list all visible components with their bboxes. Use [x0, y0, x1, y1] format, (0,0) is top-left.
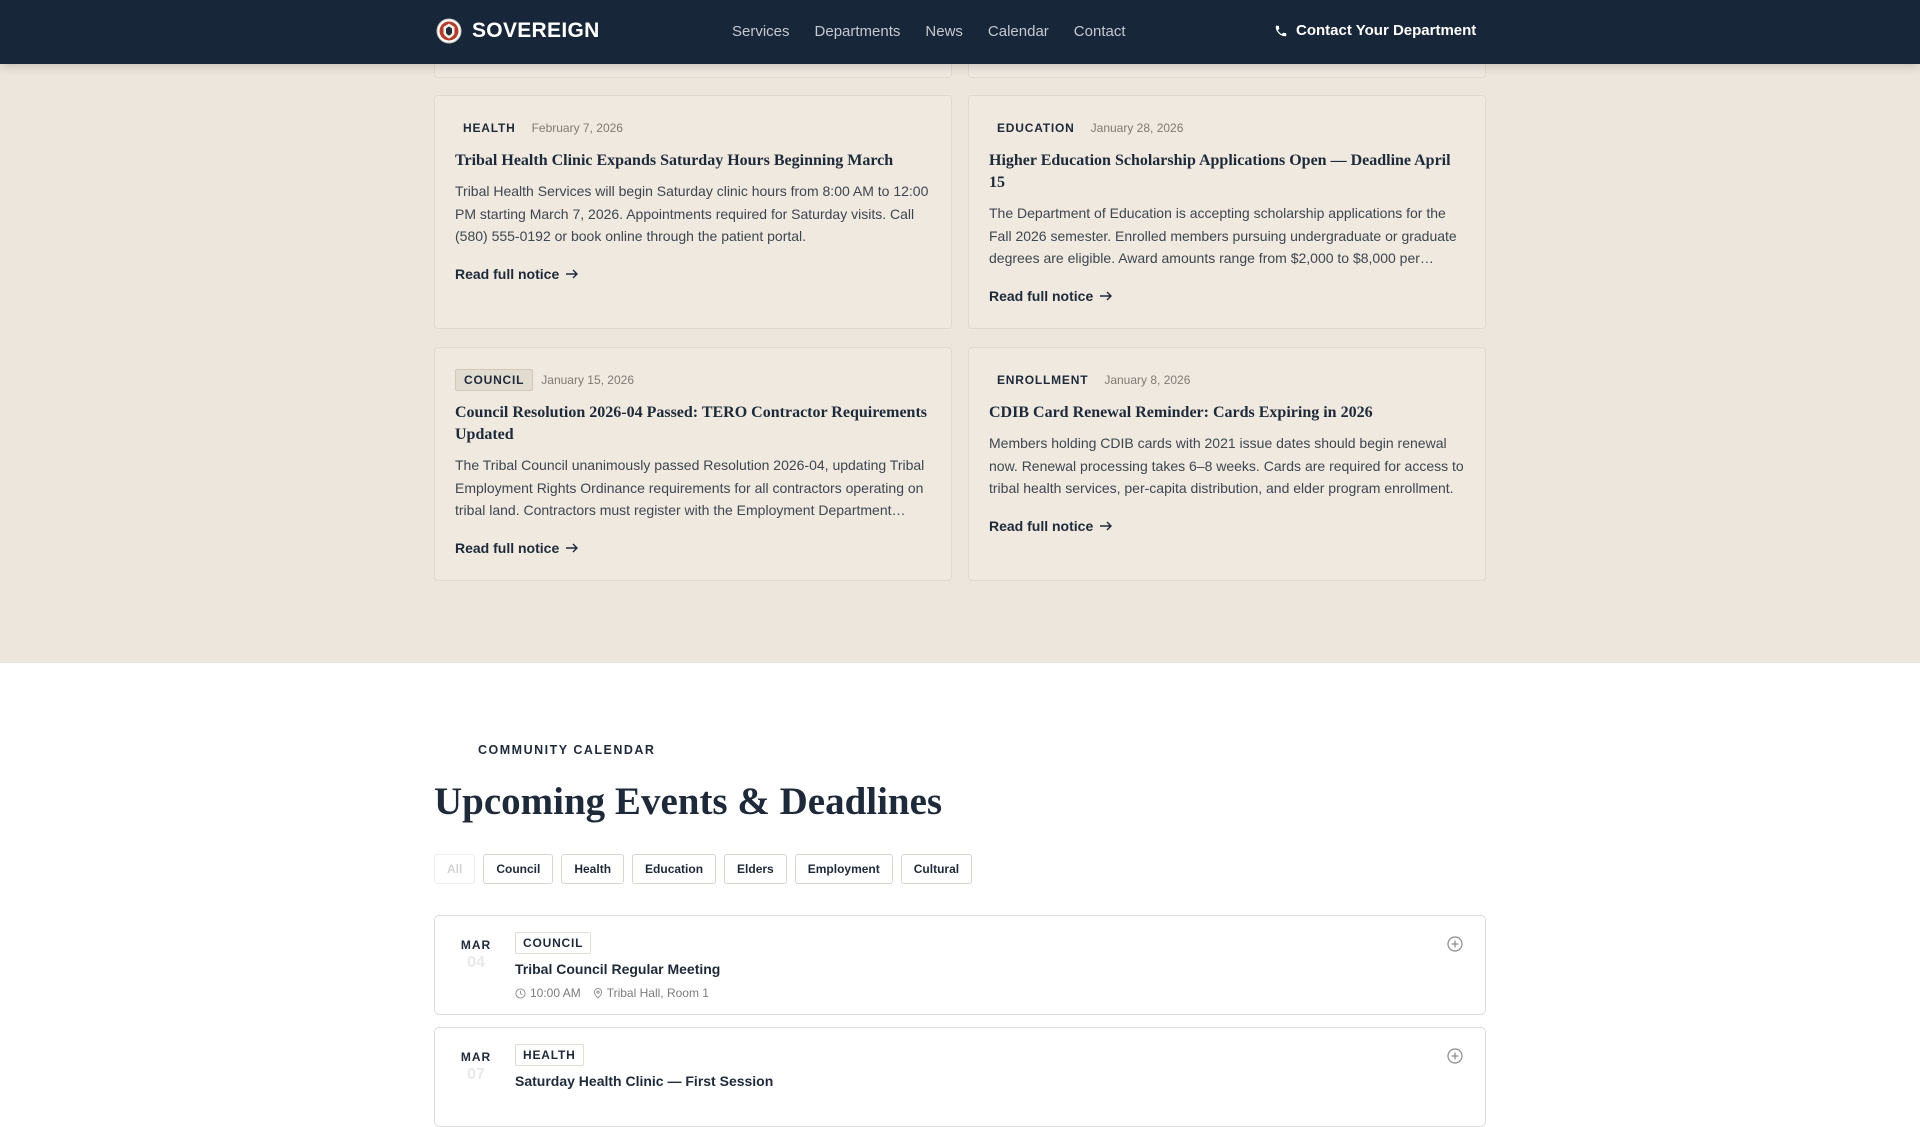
read-more-label: Read full notice [989, 517, 1094, 534]
read-more-label: Read full notice [455, 265, 560, 282]
filter-employment[interactable]: Employment [795, 854, 893, 884]
event-date [459, 938, 493, 972]
clock-icon [515, 988, 526, 999]
brand[interactable] [436, 18, 600, 44]
news-card [968, 347, 1486, 581]
nav-link-services[interactable]: Services [732, 23, 790, 40]
news-date: January 28, 2026 [1090, 121, 1184, 135]
news-category-tag: COUNCIL [455, 369, 533, 391]
brand-name: SOVEREIGN [472, 19, 600, 42]
arrow-right-icon [565, 268, 579, 280]
event-month: MAR [460, 1050, 492, 1064]
event-time: 10:00 AM [530, 986, 581, 1000]
filter-all[interactable]: All [434, 854, 475, 884]
filter-cultural[interactable]: Cultural [901, 854, 972, 884]
news-category-tag: ENROLLMENT [997, 373, 1089, 387]
news-excerpt: Tribal Health Services will begin Saturday clinic hours from 8:00 AM to 12:00 PM starting March 7, 2026. Appointments required for Saturday visits. Call (580) 555-0192 or book online through the patient portal. [455, 183, 929, 244]
calendar-filter-bar [434, 854, 972, 884]
news-category-tag: EDUCATION [997, 121, 1075, 135]
news-excerpt: The Department of Education is accepting scholarship applications for the Fall 2026 semester. Enrolled members pursuing undergraduate or graduate degrees are eligible. Award amounts range from $2,000 to $8,000 per… [989, 205, 1457, 266]
event-month: MAR [460, 938, 492, 952]
news-title[interactable]: Higher Education Scholarship Applications Open — Deadline April 15 [989, 152, 1451, 191]
phone-icon [1274, 24, 1288, 38]
read-full-notice-link[interactable] [455, 266, 579, 282]
event-date [459, 1050, 493, 1084]
nav-link-news[interactable]: News [925, 23, 963, 40]
news-excerpt: Members holding CDIB cards with 2021 issue dates should begin renewal now. Renewal processing takes 6–8 weeks. Cards are required for access to tribal health services, per-capita distribution, and elder program enrollment. [989, 435, 1464, 496]
add-to-calendar-icon[interactable] [1447, 1048, 1463, 1064]
news-excerpt: The Tribal Council unanimously passed Resolution 2026-04, updating Tribal Employment Rights Ordinance requirements for all contractors operating on tribal land. Contractors must register with the Employment Department… [455, 457, 925, 518]
news-date: January 8, 2026 [1104, 373, 1191, 387]
event-row[interactable] [434, 1027, 1486, 1127]
map-pin-icon [593, 988, 603, 999]
primary-nav [732, 23, 1126, 40]
event-location: Tribal Hall, Room 1 [606, 986, 709, 1000]
event-row[interactable] [434, 915, 1486, 1015]
filter-health[interactable]: Health [561, 854, 624, 884]
news-card [968, 95, 1486, 329]
news-title[interactable]: CDIB Card Renewal Reminder: Cards Expiring in 2026 [989, 404, 1373, 421]
event-title[interactable]: Tribal Council Regular Meeting [515, 961, 721, 977]
section-eyebrow: COMMUNITY CALENDAR [478, 743, 656, 757]
top-nav [0, 0, 1920, 64]
add-to-calendar-icon[interactable] [1447, 936, 1463, 952]
event-category-tag: COUNCIL [515, 932, 591, 954]
read-full-notice-link[interactable] [989, 288, 1113, 304]
news-card [434, 95, 952, 329]
read-more-label: Read full notice [455, 539, 560, 556]
contact-department-button[interactable] [1274, 22, 1476, 39]
tribal-seal-logo [436, 18, 462, 44]
news-title[interactable]: Tribal Health Clinic Expands Saturday Hours Beginning March [455, 152, 894, 169]
section-heading: Upcoming Events & Deadlines [434, 780, 943, 823]
filter-elders[interactable]: Elders [724, 854, 787, 884]
event-day: 04 [467, 954, 485, 971]
calendar-section [0, 663, 1920, 1089]
read-full-notice-link[interactable] [455, 540, 579, 556]
news-category-tag: HEALTH [463, 121, 516, 135]
arrow-right-icon [1099, 520, 1113, 532]
arrow-right-icon [565, 542, 579, 554]
news-date: January 15, 2026 [541, 373, 635, 387]
news-title[interactable]: Council Resolution 2026-04 Passed: TERO Contractor Requirements Updated [455, 404, 927, 443]
nav-link-calendar[interactable]: Calendar [987, 23, 1049, 40]
nav-link-contact[interactable]: Contact [1073, 23, 1126, 40]
arrow-right-icon [1099, 290, 1113, 302]
filter-council[interactable]: Council [483, 854, 553, 884]
read-full-notice-link[interactable] [989, 518, 1113, 534]
event-category-tag: HEALTH [515, 1044, 584, 1066]
news-date: February 7, 2026 [531, 121, 623, 135]
nav-link-departments[interactable]: Departments [814, 23, 901, 40]
read-more-label: Read full notice [989, 287, 1094, 304]
event-title[interactable]: Saturday Health Clinic — First Session [515, 1073, 774, 1089]
news-card [434, 347, 952, 581]
contact-department-label: Contact Your Department [1296, 22, 1477, 39]
event-day: 07 [467, 1066, 485, 1083]
filter-education[interactable]: Education [632, 854, 716, 884]
